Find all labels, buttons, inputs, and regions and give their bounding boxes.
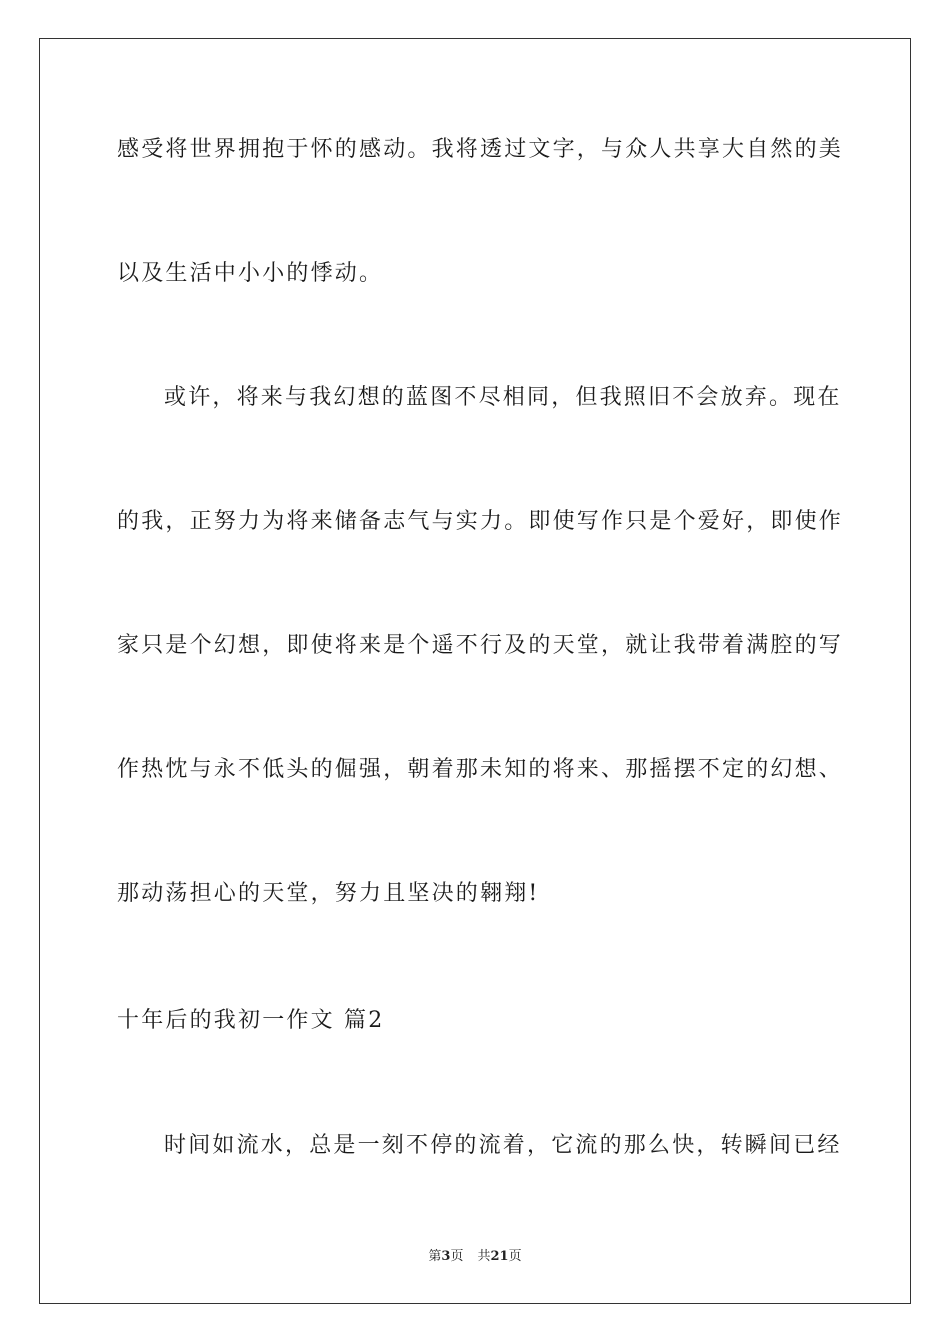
page-suffix: 页 <box>450 1249 464 1264</box>
total-suffix: 页 <box>508 1249 522 1264</box>
page-prefix: 第 <box>428 1249 442 1264</box>
page-footer <box>0 1249 950 1265</box>
body-line-3: 或许，将来与我幻想的蓝图不尽相同，但我照旧不会放弃。现在 <box>164 385 842 410</box>
body-line-6: 作热忱与永不低头的倔强，朝着那未知的将来、那摇摆不定的幻想、 <box>117 757 844 782</box>
body-line-4: 的我，正努力为将来储备志气与实力。即使写作只是个爱好，即使作 <box>117 509 844 534</box>
body-line-2: 以及生活中小小的悸动。 <box>117 261 384 286</box>
page-current: 3 <box>441 1249 451 1264</box>
section-heading: 十年后的我初一作文 篇2 <box>117 1008 385 1033</box>
total-prefix: 共 <box>477 1249 491 1264</box>
page-total: 21 <box>490 1249 509 1264</box>
body-line-8: 时间如流水，总是一刻不停的流着，它流的那么快，转瞬间已经 <box>164 1133 842 1158</box>
page-border <box>39 38 911 1304</box>
body-line-5: 家只是个幻想，即使将来是个遥不行及的天堂，就让我带着满腔的写 <box>117 633 844 658</box>
body-line-1: 感受将世界拥抱于怀的感动。我将透过文字，与众人共享大自然的美 <box>117 137 844 162</box>
body-line-7: 那动荡担心的天堂，努力且坚决的翱翔! <box>117 881 540 906</box>
